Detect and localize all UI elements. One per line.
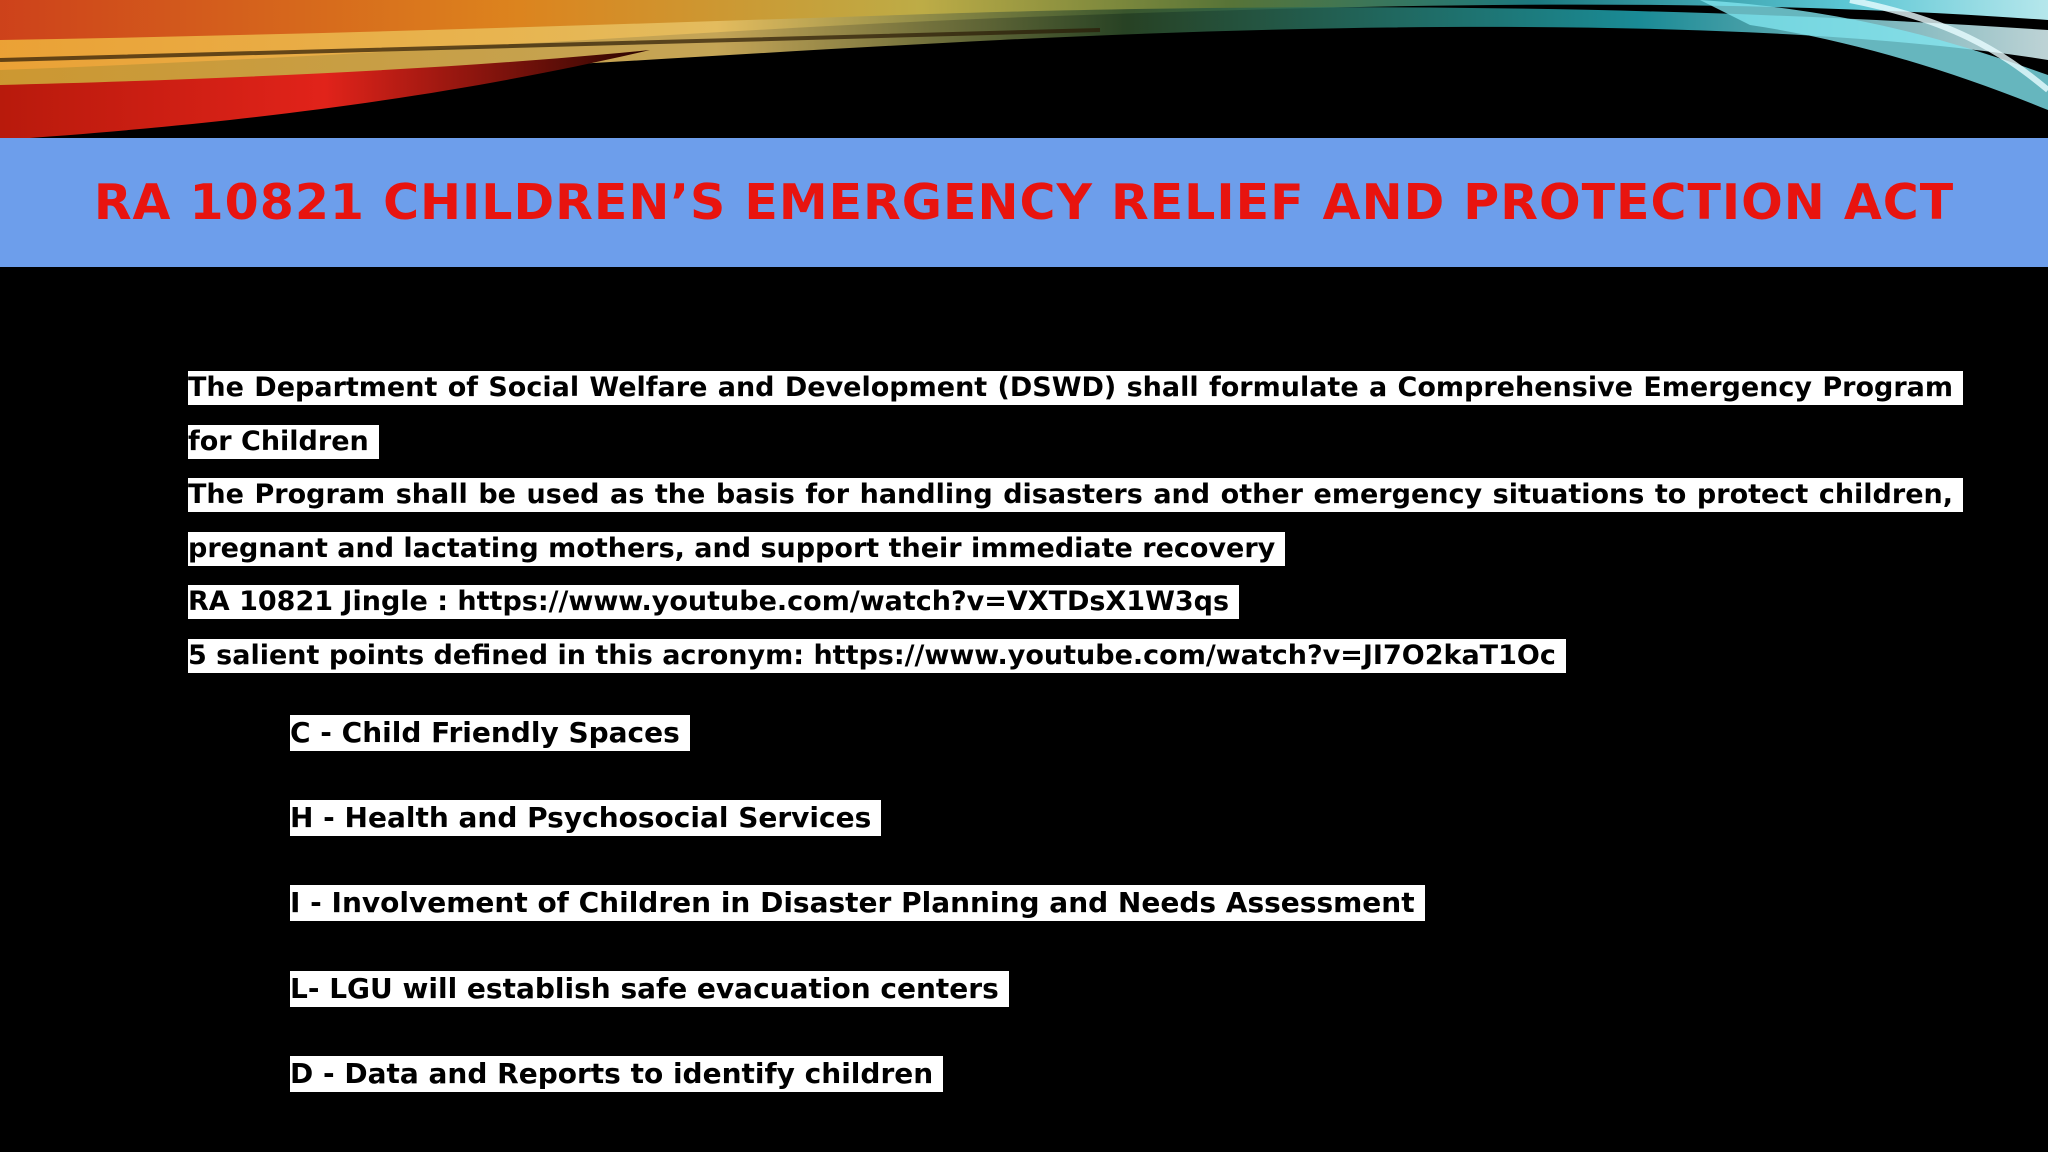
decorative-banner [0,0,2048,140]
acronym-list [290,712,1425,1138]
list-item: I - Involvement of Children in Disaster Planning and Needs Assessment [290,882,1425,967]
slide-title: RA 10821 CHILDREN’S EMERGENCY RELIEF AND PROTECTION ACT [93,174,1955,231]
list-item: D - Data and Reports to identify children [290,1053,1425,1138]
paragraph-acronym-link [188,629,1963,683]
list-item: L- LGU will establish safe evacuation centers [290,968,1425,1053]
content-body [188,361,1963,682]
title-bar [0,138,2048,267]
list-item: C - Child Friendly Spaces [290,712,1425,797]
paragraph-program-basis: The Program shall be used as the basis for handling disasters and other emergency situations to protect children, pregnant and lactating mothers, and support their immediate recovery [188,468,1963,575]
acronym-link[interactable]: 5 salient points defined in this acronym: https://www.youtube.com/watch?v=JI7O2kaT1Oc [188,639,1566,673]
list-item: H - Health and Psychosocial Services [290,797,1425,882]
paragraph-dswd-program: The Department of Social Welfare and Development (DSWD) shall formulate a Comprehensive Emergency Program for Children [188,361,1963,468]
paragraph-jingle-link [188,575,1963,629]
jingle-link[interactable]: RA 10821 Jingle : https://www.youtube.com/watch?v=VXTDsX1W3qs [188,585,1239,619]
